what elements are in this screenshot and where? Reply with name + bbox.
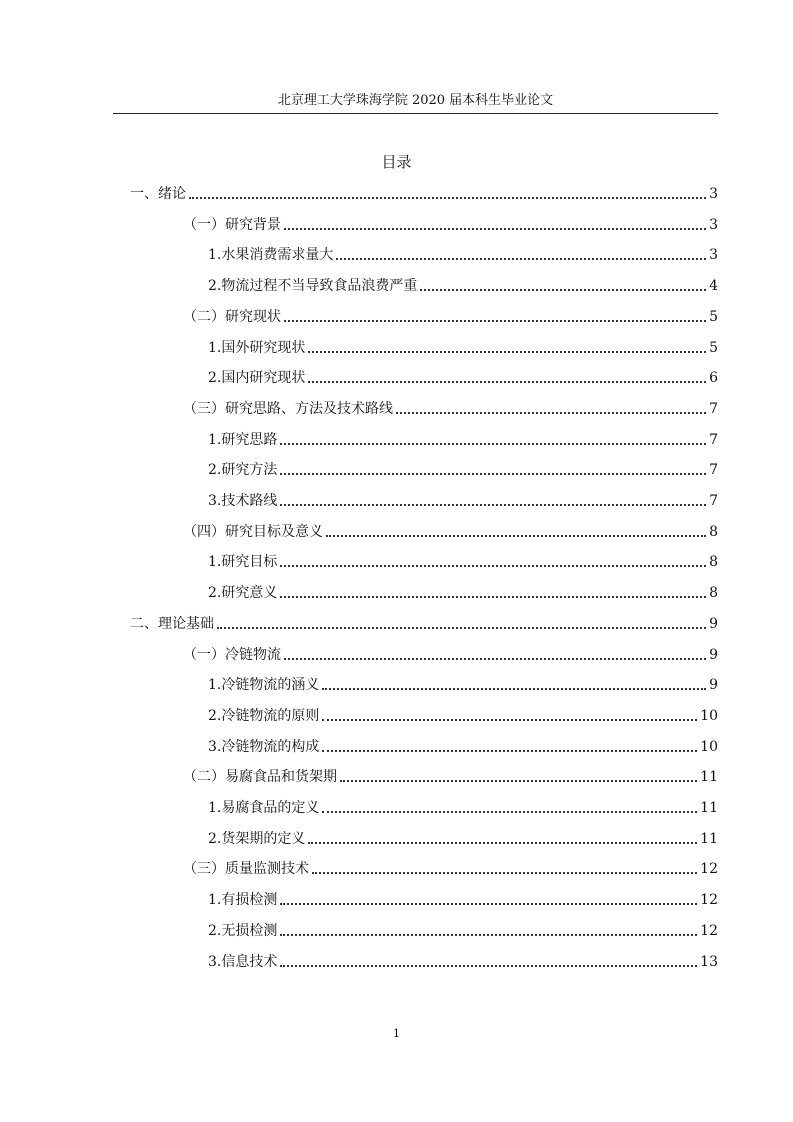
toc-dot-leader xyxy=(308,351,706,353)
toc-entry-label: 1.国外研究现状 xyxy=(208,339,306,356)
page-number: 1 xyxy=(393,1027,400,1040)
toc-title: 目录 xyxy=(381,153,412,171)
toc-entry[interactable] xyxy=(208,583,718,603)
toc-entry-page: 6 xyxy=(709,370,718,387)
toc-entry-page: 9 xyxy=(709,677,718,694)
toc-entry-label: 2.研究方法 xyxy=(208,462,278,479)
toc-dot-leader xyxy=(280,504,706,506)
toc-dot-leader xyxy=(284,320,706,322)
toc-entry-label: （二）易腐食品和货架期 xyxy=(183,769,337,786)
toc-dot-leader xyxy=(308,842,697,844)
toc-dot-leader xyxy=(340,780,697,782)
toc-dot-leader xyxy=(322,750,697,752)
toc-entry-page: 12 xyxy=(700,861,718,878)
toc-entry-label: 1.研究思路 xyxy=(208,431,278,448)
toc-dot-leader xyxy=(280,965,697,967)
toc-entry[interactable] xyxy=(183,399,718,419)
toc-entry-page: 11 xyxy=(700,769,718,786)
toc-dot-leader xyxy=(336,258,706,260)
toc-entry[interactable] xyxy=(208,706,718,726)
toc-dot-leader xyxy=(284,658,706,660)
toc-entry[interactable] xyxy=(183,767,718,787)
toc-dot-leader xyxy=(280,443,706,445)
toc-entry[interactable] xyxy=(208,675,718,695)
toc-entry-page: 9 xyxy=(709,615,718,632)
toc-entry[interactable] xyxy=(208,460,718,480)
toc-entry-label: 3.冷链物流的构成 xyxy=(208,738,320,755)
toc-entry[interactable] xyxy=(208,829,718,849)
toc-dot-leader xyxy=(217,627,706,629)
toc-dot-leader xyxy=(308,381,706,383)
toc-entry-page: 4 xyxy=(709,278,718,295)
toc-entry-page: 13 xyxy=(700,953,718,970)
toc-entry-page: 3 xyxy=(709,247,718,264)
toc-entry[interactable] xyxy=(130,184,718,204)
toc-entry-label: （一）冷链物流 xyxy=(183,646,281,663)
toc-entry[interactable] xyxy=(208,952,718,972)
toc-entry-page: 10 xyxy=(700,707,718,724)
toc-entry[interactable] xyxy=(208,552,718,572)
toc-entry-page: 8 xyxy=(709,585,718,602)
header-rule xyxy=(113,113,718,114)
toc-entry[interactable] xyxy=(183,522,718,542)
toc-entry-label: 二、理论基础 xyxy=(130,615,214,632)
toc-entry-page: 3 xyxy=(709,216,718,233)
toc-dot-leader xyxy=(280,473,706,475)
toc-entry-page: 7 xyxy=(709,493,718,509)
toc-entry-label: 2.物流过程不当导致食品浪费严重 xyxy=(208,278,418,295)
toc-entry-page: 8 xyxy=(709,554,718,571)
toc-dot-leader xyxy=(312,872,697,874)
toc-dot-leader xyxy=(280,903,697,905)
toc-entry-label: （四）研究目标及意义 xyxy=(183,523,323,540)
page-header: 北京理工大学珠海学院 2020 届本科生毕业论文 xyxy=(277,93,554,108)
toc-entry-page: 11 xyxy=(700,830,718,847)
toc-entry-page: 12 xyxy=(700,922,718,939)
toc-entry-label: 2.无损检测 xyxy=(208,922,278,939)
toc-entry-label: （一）研究背景 xyxy=(183,216,281,233)
toc-entry[interactable] xyxy=(183,307,718,327)
toc-entry-label: 2.国内研究现状 xyxy=(208,370,306,387)
toc-entry[interactable] xyxy=(208,276,718,296)
toc-entry-page: 7 xyxy=(709,400,718,417)
toc-entry[interactable] xyxy=(208,430,718,450)
toc-entry-label: 2.货架期的定义 xyxy=(208,830,306,847)
toc-entry-label: 1.水果消费需求量大 xyxy=(208,247,334,264)
toc-entry-page: 5 xyxy=(709,339,718,356)
toc-entry[interactable] xyxy=(183,645,718,665)
toc-entry[interactable] xyxy=(208,921,718,941)
toc-entry[interactable] xyxy=(208,338,718,358)
toc-entry-label: 3.技术路线 xyxy=(208,493,278,509)
toc-entry[interactable] xyxy=(183,859,718,879)
toc-entry-page: 12 xyxy=(700,892,718,909)
toc-dot-leader xyxy=(322,811,697,813)
toc-entry-page: 7 xyxy=(709,431,718,448)
toc-entry-label: 3.信息技术 xyxy=(208,953,278,970)
toc-entry-page: 3 xyxy=(709,186,718,202)
toc-dot-leader xyxy=(284,228,706,230)
toc-entry-label: 1.研究目标 xyxy=(208,554,278,571)
toc-entry-page: 5 xyxy=(709,308,718,325)
toc-entry[interactable] xyxy=(208,737,718,757)
toc-entry[interactable] xyxy=(208,798,718,818)
toc-entry-label: 2.冷链物流的原则 xyxy=(208,707,320,724)
toc-entry-page: 10 xyxy=(700,738,718,755)
toc-entry-page: 8 xyxy=(709,523,718,540)
toc-entry-label: 1.易腐食品的定义 xyxy=(208,800,320,816)
toc-dot-leader xyxy=(280,596,706,598)
toc-entry-page: 11 xyxy=(700,800,718,816)
toc-dot-leader xyxy=(396,412,706,414)
toc-dot-leader xyxy=(326,535,706,537)
toc-entry[interactable] xyxy=(183,215,718,235)
toc-entry-label: 1.冷链物流的涵义 xyxy=(208,677,320,694)
toc-dot-leader xyxy=(280,565,706,567)
toc-entry-label: （三）研究思路、方法及技术路线 xyxy=(183,400,393,417)
toc-entry[interactable] xyxy=(208,368,718,388)
toc-dot-leader xyxy=(322,688,706,690)
toc-dot-leader xyxy=(420,289,706,291)
toc-entry-label: 一、绪论 xyxy=(130,186,186,202)
toc-dot-leader xyxy=(280,934,697,936)
toc-entry-page: 7 xyxy=(709,462,718,479)
toc-entry-label: （二）研究现状 xyxy=(183,308,281,325)
toc-entry[interactable] xyxy=(208,890,718,910)
toc-entry-label: （三）质量监测技术 xyxy=(183,861,309,878)
toc-entry-page: 9 xyxy=(709,646,718,663)
toc-entry-label: 1.有损检测 xyxy=(208,892,278,909)
toc-dot-leader xyxy=(189,197,706,199)
toc-entry-label: 2.研究意义 xyxy=(208,585,278,602)
toc-entry[interactable] xyxy=(208,245,718,265)
toc-dot-leader xyxy=(322,719,697,721)
toc-entry[interactable] xyxy=(208,491,718,511)
toc-entry[interactable] xyxy=(130,614,718,634)
